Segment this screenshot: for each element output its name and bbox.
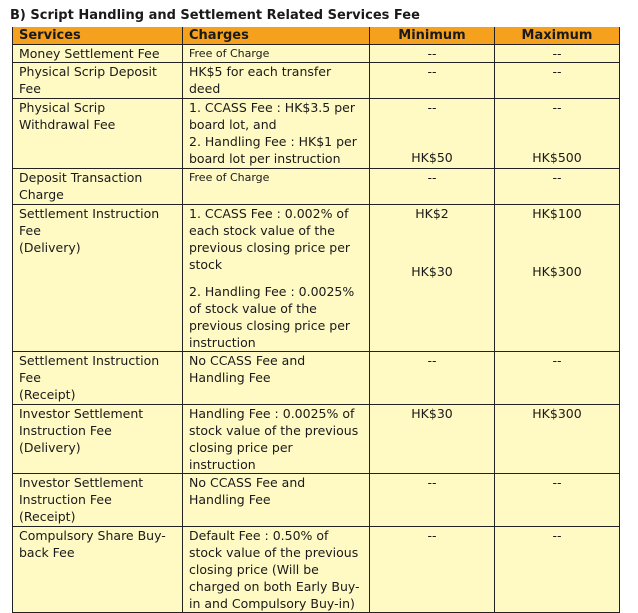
maximum-value: HK$300: [532, 264, 582, 279]
table-row: [13, 405, 620, 474]
maximum-cell: --: [495, 63, 620, 99]
minimum-cell: --: [370, 63, 495, 99]
table-row: [13, 99, 620, 169]
header-services: Services: [13, 27, 183, 45]
service-cell: Physical Scrip Withdrawal Fee: [13, 99, 183, 169]
table-row: [13, 45, 620, 63]
maximum-cell: [495, 99, 620, 169]
maximum-value: --: [552, 100, 562, 115]
minimum-cell: --: [370, 352, 495, 405]
service-cell: Deposit Transaction Charge: [13, 169, 183, 205]
header-maximum: Maximum: [495, 27, 620, 45]
maximum-value: HK$100: [532, 206, 582, 221]
charge-cell: Default Fee : 0.50% of stock value of the previous closing price (Will be charged on both Early Buy-in and Compulsory Buy-in): [183, 527, 370, 613]
service-cell: Investor Settlement Instruction Fee (Receipt): [13, 474, 183, 527]
charge-cell: Handling Fee : 0.0025% of stock value of the previous closing price per instruction: [183, 405, 370, 474]
section-title: B) Script Handling and Settlement Related Services Fee: [10, 8, 420, 23]
service-cell: Money Settlement Fee: [13, 45, 183, 63]
charge-line: 2. Handling Fee : 0.0025% of stock value of the previous closing price per instruction: [189, 284, 355, 350]
minimum-value: HK$50: [411, 150, 453, 165]
maximum-cell: [495, 205, 620, 352]
charge-cell: [183, 205, 370, 352]
table-row: [13, 352, 620, 405]
fee-table: [12, 27, 620, 613]
minimum-cell: [370, 205, 495, 352]
maximum-cell: --: [495, 45, 620, 63]
maximum-cell: --: [495, 169, 620, 205]
charge-cell: Free of Charge: [183, 169, 370, 205]
maximum-cell: HK$300: [495, 405, 620, 474]
service-cell: Settlement Instruction Fee (Receipt): [13, 352, 183, 405]
service-cell: Settlement Instruction Fee (Delivery): [13, 205, 183, 352]
table-row: [13, 474, 620, 527]
maximum-cell: --: [495, 352, 620, 405]
minimum-value: --: [427, 100, 437, 115]
minimum-cell: --: [370, 169, 495, 205]
charge-cell: 1. CCASS Fee : HK$3.5 per board lot, and 2. Handling Fee : HK$1 per board lot per instruction: [183, 99, 370, 169]
minimum-cell: --: [370, 527, 495, 613]
service-cell: Compulsory Share Buy-back Fee: [13, 527, 183, 613]
table-row: [13, 205, 620, 352]
minimum-value: HK$2: [415, 206, 449, 221]
header-charges: Charges: [183, 27, 370, 45]
header-row: [13, 27, 620, 45]
charge-cell: No CCASS Fee and Handling Fee: [183, 352, 370, 405]
service-cell: Physical Scrip Deposit Fee: [13, 63, 183, 99]
maximum-value: HK$500: [532, 150, 582, 165]
charge-cell: Free of Charge: [183, 45, 370, 63]
charge-cell: No CCASS Fee and Handling Fee: [183, 474, 370, 527]
table-row: [13, 527, 620, 613]
minimum-cell: HK$30: [370, 405, 495, 474]
service-cell: Investor Settlement Instruction Fee (Delivery): [13, 405, 183, 474]
minimum-cell: --: [370, 45, 495, 63]
minimum-cell: --: [370, 474, 495, 527]
table-row: [13, 63, 620, 99]
charge-line: 1. CCASS Fee : 0.002% of each stock value of the previous closing price per stock: [189, 206, 351, 272]
table-row: [13, 169, 620, 205]
maximum-cell: --: [495, 474, 620, 527]
maximum-cell: --: [495, 527, 620, 613]
charge-cell: HK$5 for each transfer deed: [183, 63, 370, 99]
minimum-cell: [370, 99, 495, 169]
minimum-value: HK$30: [411, 264, 453, 279]
header-minimum: Minimum: [370, 27, 495, 45]
